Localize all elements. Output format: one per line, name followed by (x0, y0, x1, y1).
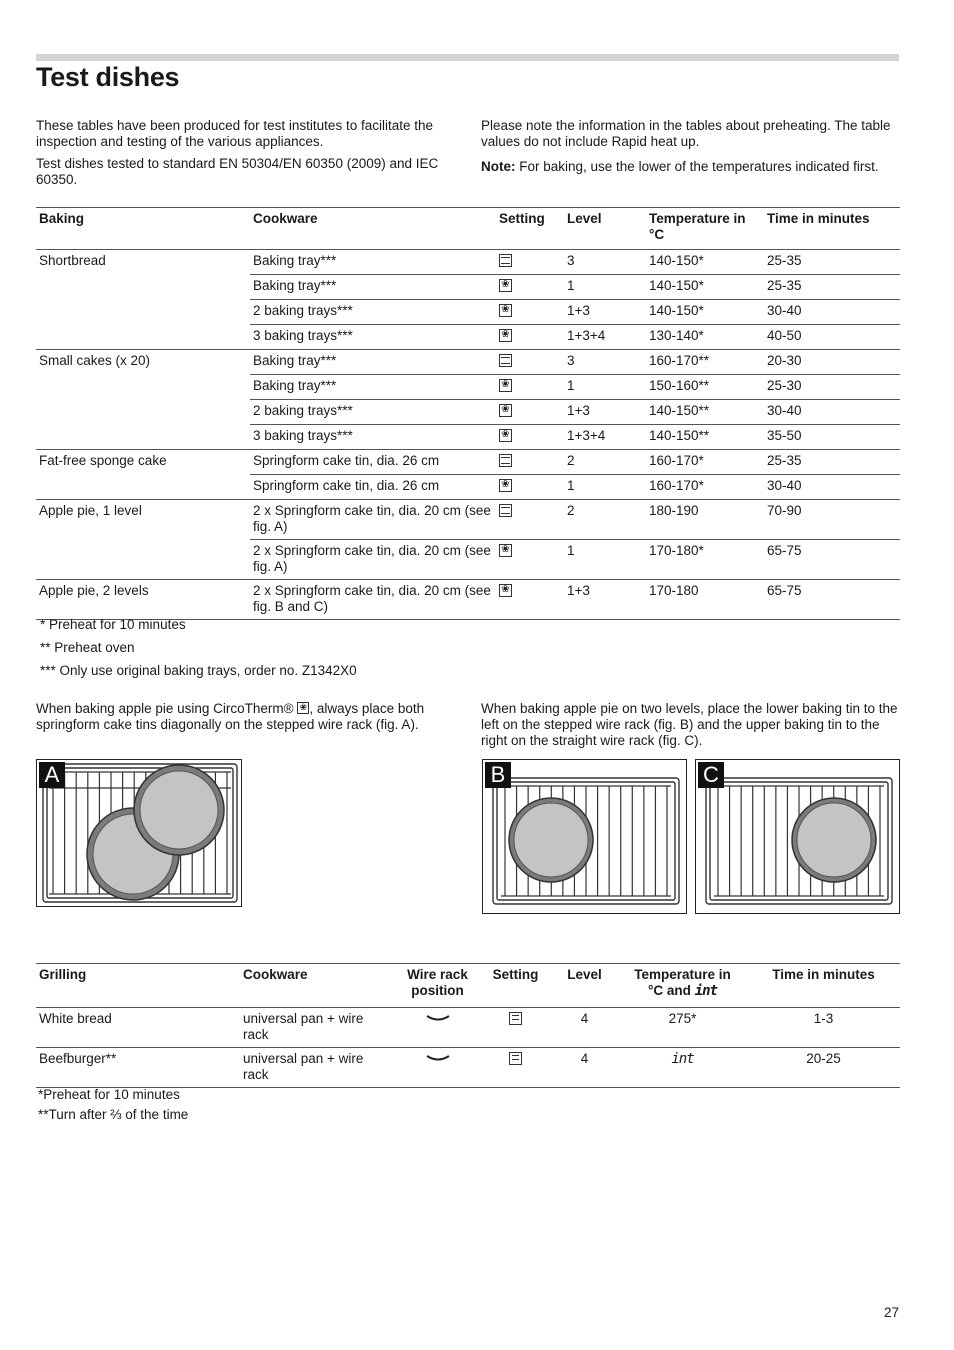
temp-header-line1: Temperature in (634, 967, 731, 982)
time-cell-text: 30-40 (767, 478, 802, 493)
col-time: Time in minutes (748, 964, 900, 1008)
col-temperature: Temperature in °C (646, 208, 764, 250)
level-cell-text: 1+3+4 (567, 328, 606, 343)
time-cell-text: 25-35 (767, 453, 802, 468)
cookware-cell (250, 375, 496, 400)
temperature-cell (646, 350, 764, 375)
grilling-table (36, 963, 900, 1088)
temperature-cell (646, 425, 764, 450)
figure-a-illustration (37, 760, 242, 907)
grilling-table-header (36, 964, 900, 1008)
cookware-cell (250, 580, 496, 620)
temperature-cell (646, 375, 764, 400)
level-cell-text: 2 (567, 503, 575, 518)
temperature-cell (646, 250, 764, 275)
time-cell (764, 275, 900, 300)
level-cell (564, 375, 646, 400)
dish-cell (36, 325, 250, 350)
level-cell (564, 275, 646, 300)
apple-pie-text-left (36, 701, 456, 733)
dish-cell (36, 580, 250, 620)
temperature-cell (646, 275, 764, 300)
footnote-1: * Preheat for 10 minutes (40, 617, 186, 632)
table-row (36, 275, 900, 300)
intro-paragraph-1: These tables have been produced for test institutes to facilitate the inspection and testing of the various appliances. (36, 118, 433, 149)
top-bottom-heat-icon (499, 454, 512, 467)
level-cell (564, 500, 646, 540)
footnote-2: ** Preheat oven (40, 640, 135, 655)
figure-a-label: A (39, 762, 65, 788)
time-cell (764, 375, 900, 400)
level-cell-text: 1 (567, 543, 575, 558)
level-cell (564, 580, 646, 620)
col-level: Level (552, 964, 618, 1008)
circotherm-icon (499, 329, 512, 342)
col-time: Time in minutes (764, 208, 900, 250)
level-cell (564, 350, 646, 375)
time-cell-text: 35-50 (767, 428, 802, 443)
time-cell-text: 20-30 (767, 353, 802, 368)
dish-cell (36, 475, 250, 500)
time-cell-text: 70-90 (767, 503, 802, 518)
level-cell (564, 300, 646, 325)
top-bottom-heat-icon (499, 504, 512, 517)
rack-position-icon (425, 1053, 451, 1063)
temperature-cell-text: 140-150** (649, 403, 710, 418)
note-label: Note: (481, 159, 516, 174)
table-row (36, 500, 900, 540)
setting-cell (480, 1048, 552, 1088)
page-title: Test dishes (36, 62, 180, 92)
grill-icon (509, 1012, 522, 1025)
level-cell (564, 540, 646, 580)
level-cell-text: 3 (567, 353, 575, 368)
cookware-cell (250, 425, 496, 450)
figure-c-label: C (698, 762, 724, 788)
cookware-cell (250, 540, 496, 580)
circotherm-icon (499, 379, 512, 392)
temperature-cell-text: 140-150* (649, 253, 704, 268)
header-bar (36, 54, 899, 61)
temperature-cell (646, 300, 764, 325)
cookware-cell-text: 2 baking trays*** (253, 403, 353, 418)
table-row (36, 1008, 900, 1048)
figure-b-label: B (485, 762, 511, 788)
table-row (36, 425, 900, 450)
setting-cell (496, 500, 564, 540)
baking-table (36, 207, 900, 620)
dish-cell (36, 250, 250, 275)
baking-table-header (36, 208, 900, 250)
time-cell (764, 580, 900, 620)
cookware-cell (250, 300, 496, 325)
dish-cell-text: Small cakes (x 20) (39, 353, 151, 368)
dish-cell (36, 375, 250, 400)
grill-footnote-1: *Preheat for 10 minutes (38, 1087, 180, 1102)
setting-cell (496, 275, 564, 300)
col-grilling: Grilling (36, 964, 240, 1008)
temperature-cell-text: 140-150* (649, 303, 704, 318)
time-cell (764, 325, 900, 350)
level-cell (564, 250, 646, 275)
cookware-cell: universal pan + wire rack (240, 1048, 396, 1088)
temperature-cell-text: 170-180 (649, 583, 699, 598)
figure-c-illustration (696, 760, 900, 914)
time-cell (764, 540, 900, 580)
cookware-cell (250, 450, 496, 475)
time-cell: 20-25 (748, 1048, 900, 1088)
cookware-cell (250, 275, 496, 300)
temperature-cell (646, 580, 764, 620)
time-cell-text: 65-75 (767, 543, 802, 558)
dish-cell-text: Apple pie, 1 level (39, 503, 142, 518)
cookware-cell (250, 500, 496, 540)
setting-cell (480, 1008, 552, 1048)
level-cell-text: 1 (567, 378, 575, 393)
dish-cell: Beefburger** (36, 1048, 240, 1088)
intensity-symbol: int (671, 1051, 694, 1067)
dish-cell (36, 400, 250, 425)
time-cell-text: 30-40 (767, 403, 802, 418)
cookware-cell: universal pan + wire rack (240, 1008, 396, 1048)
level-cell: 4 (552, 1008, 618, 1048)
circotherm-icon (297, 702, 309, 714)
temperature-cell-text: 150-160** (649, 378, 710, 393)
temperature-cell-text: 160-170* (649, 478, 704, 493)
setting-cell (496, 450, 564, 475)
time-cell (764, 500, 900, 540)
level-cell-text: 1+3 (567, 583, 590, 598)
temperature-cell-text: 160-170* (649, 453, 704, 468)
time-cell (764, 450, 900, 475)
setting-cell (496, 475, 564, 500)
dish-cell (36, 425, 250, 450)
time-cell-text: 25-30 (767, 378, 802, 393)
dish-cell (36, 450, 250, 475)
time-cell-text: 30-40 (767, 303, 802, 318)
setting-cell (496, 300, 564, 325)
dish-cell (36, 300, 250, 325)
level-cell-text: 1+3+4 (567, 428, 606, 443)
time-cell-text: 40-50 (767, 328, 802, 343)
temperature-cell-text: 180-190 (649, 503, 699, 518)
temperature-cell (646, 500, 764, 540)
col-baking: Baking (36, 208, 250, 250)
cookware-cell (250, 350, 496, 375)
cookware-cell-text: 3 baking trays*** (253, 428, 353, 443)
grill-icon (509, 1052, 522, 1065)
note-text: For baking, use the lower of the temperatures indicated first. (515, 159, 879, 174)
level-cell-text: 1 (567, 478, 575, 493)
level-cell-text: 3 (567, 253, 575, 268)
time-cell (764, 475, 900, 500)
setting-cell (496, 580, 564, 620)
setting-cell (496, 350, 564, 375)
table-row (36, 475, 900, 500)
footnote-3: *** Only use original baking trays, order no. Z1342X0 (40, 663, 357, 678)
note-paragraph (481, 159, 901, 175)
cookware-cell-text: Baking tray*** (253, 378, 337, 393)
cookware-cell-text: 2 x Springform cake tin, dia. 20 cm (see fig. A) (253, 503, 491, 534)
dish-cell (36, 500, 250, 540)
col-cookware: Cookware (240, 964, 396, 1008)
setting-cell (496, 425, 564, 450)
temperature-cell-text: 130-140* (649, 328, 704, 343)
circotherm-icon (499, 304, 512, 317)
circotherm-icon (499, 479, 512, 492)
table-row (36, 250, 900, 275)
table-row (36, 400, 900, 425)
dish-cell (36, 540, 250, 580)
table-row (36, 325, 900, 350)
cookware-cell-text: Baking tray*** (253, 353, 337, 368)
temperature-cell-text: 140-150* (649, 278, 704, 293)
circotherm-icon (499, 404, 512, 417)
table-row (36, 580, 900, 620)
temp-header-line2: °C and (648, 983, 691, 998)
circotherm-icon (499, 279, 512, 292)
col-setting: Setting (480, 964, 552, 1008)
rack-cell (396, 1008, 480, 1048)
table-row (36, 375, 900, 400)
temperature-cell (618, 1048, 748, 1088)
col-cookware: Cookware (250, 208, 496, 250)
time-cell (764, 425, 900, 450)
cookware-cell-text: Baking tray*** (253, 278, 337, 293)
temperature-cell-text: 160-170** (649, 353, 710, 368)
temperature-cell-text: 170-180* (649, 543, 704, 558)
setting-cell (496, 540, 564, 580)
figure-b-illustration (483, 760, 687, 914)
level-cell: 4 (552, 1048, 618, 1088)
circotherm-icon (499, 544, 512, 557)
table-row (36, 1048, 900, 1088)
temperature-cell (646, 400, 764, 425)
table-row (36, 350, 900, 375)
level-cell (564, 325, 646, 350)
dish-cell (36, 350, 250, 375)
page-number: 27 (883, 1305, 899, 1320)
time-cell-text: 25-35 (767, 278, 802, 293)
cookware-cell (250, 325, 496, 350)
level-cell (564, 475, 646, 500)
apple-pie-text-right: When baking apple pie on two levels, place the lower baking tin to the left on the stepped wire rack (fig. B) and the upper baking tin to the right on the straight wire rack (fig. C). (481, 701, 898, 748)
top-bottom-heat-icon (499, 254, 512, 267)
top-bottom-heat-icon (499, 354, 512, 367)
figure-c (695, 759, 900, 914)
cookware-cell (250, 250, 496, 275)
level-cell-text: 1 (567, 278, 575, 293)
dish-cell-text: Apple pie, 2 levels (39, 583, 149, 598)
level-cell-text: 1+3 (567, 303, 590, 318)
dish-cell-text: Shortbread (39, 253, 106, 268)
cookware-cell (250, 475, 496, 500)
level-cell (564, 425, 646, 450)
cookware-cell-text: 3 baking trays*** (253, 328, 353, 343)
level-cell (564, 400, 646, 425)
time-cell-text: 65-75 (767, 583, 802, 598)
dish-cell: White bread (36, 1008, 240, 1048)
time-cell-text: 25-35 (767, 253, 802, 268)
figure-b (482, 759, 687, 914)
apple-pie-text-left-a: When baking apple pie using CircoTherm® (36, 701, 298, 716)
temperature-cell (646, 475, 764, 500)
grill-footnote-2: **Turn after ⅔ of the time (38, 1107, 189, 1122)
time-cell (764, 250, 900, 275)
setting-cell (496, 400, 564, 425)
dish-cell-text: Fat-free sponge cake (39, 453, 167, 468)
level-cell (564, 450, 646, 475)
cookware-cell-text: 2 x Springform cake tin, dia. 20 cm (see fig. A) (253, 543, 491, 574)
col-setting: Setting (496, 208, 564, 250)
time-cell: 1-3 (748, 1008, 900, 1048)
figure-a (36, 759, 242, 907)
table-row (36, 300, 900, 325)
dish-cell (36, 275, 250, 300)
cookware-cell-text: Springform cake tin, dia. 26 cm (253, 453, 440, 468)
cookware-cell (250, 400, 496, 425)
apple-pie-text-left-b: , always place both springform cake tins diagonally on the stepped wire rack (fig. A). (36, 701, 425, 732)
intro-paragraph-2: Test dishes tested to standard EN 50304/EN 60350 (2009) and IEC 60350. (36, 156, 439, 187)
cookware-cell-text: Baking tray*** (253, 253, 337, 268)
rack-cell (396, 1048, 480, 1088)
rack-position-icon (425, 1013, 451, 1023)
setting-cell (496, 250, 564, 275)
temperature-cell (646, 540, 764, 580)
cookware-cell-text: Springform cake tin, dia. 26 cm (253, 478, 440, 493)
temperature-cell (646, 450, 764, 475)
cookware-cell-text: 2 baking trays*** (253, 303, 353, 318)
time-cell (764, 300, 900, 325)
time-cell (764, 350, 900, 375)
intensity-symbol: int (694, 983, 717, 999)
level-cell-text: 2 (567, 453, 575, 468)
col-temperature (618, 964, 748, 1008)
temperature-text: 275* (668, 1011, 697, 1026)
intro-paragraph-3: Please note the information in the tables about preheating. The table values do not include Rapid heat up. (481, 118, 891, 149)
table-row (36, 450, 900, 475)
temperature-cell (618, 1008, 748, 1048)
col-level: Level (564, 208, 646, 250)
col-rack: Wire rack position (396, 964, 480, 1008)
temperature-cell (646, 325, 764, 350)
circotherm-icon (499, 584, 512, 597)
circotherm-icon (499, 429, 512, 442)
setting-cell (496, 375, 564, 400)
time-cell (764, 400, 900, 425)
level-cell-text: 1+3 (567, 403, 590, 418)
temperature-cell-text: 140-150** (649, 428, 710, 443)
table-row (36, 540, 900, 580)
setting-cell (496, 325, 564, 350)
cookware-cell-text: 2 x Springform cake tin, dia. 20 cm (see fig. B and C) (253, 583, 491, 614)
